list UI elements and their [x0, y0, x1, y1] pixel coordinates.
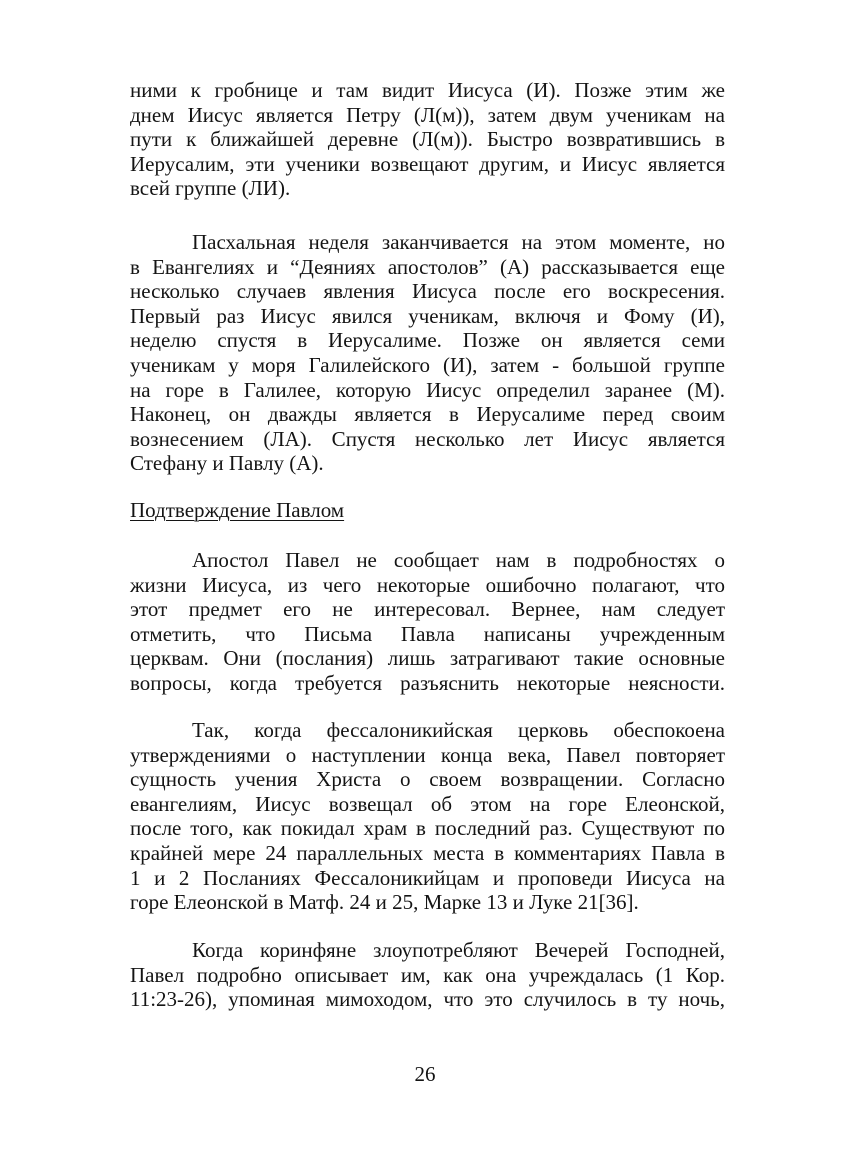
text-line: на горе в Галилее, которую Иисус определил заранее (М).	[130, 377, 725, 402]
text-line: этот предмет его не интересовал. Вернее, нам следует	[130, 597, 725, 622]
paragraph-5	[130, 938, 725, 1012]
text-line: всей группе (ЛИ).	[130, 176, 291, 201]
text-line: днем Иисус является Петру (Л(м)), затем двум ученикам на	[130, 102, 725, 127]
text-line: ними к гробнице и там видит Иисуса (И). Позже этим же	[130, 78, 725, 102]
text-line: вознесением (ЛА). Спустя несколько лет Иисус является	[130, 426, 725, 451]
text-line: жизни Иисуса, из чего некоторые ошибочно полагают, что	[130, 572, 725, 597]
text-line: Апостол Павел не сообщает нам в подробностях о	[192, 548, 725, 572]
text-line: церквам. Они (послания) лишь затрагивают такие основные	[130, 646, 725, 671]
text-line: Наконец, он дважды является в Иерусалиме перед своим	[130, 402, 725, 427]
text-line: в Евангелиях и “Деяниях апостолов” (А) рассказывается еще	[130, 254, 725, 279]
text-line: горе Елеонской в Матф. 24 и 25, Марке 13 и Луке 21[36].	[130, 890, 639, 915]
section-heading: Подтверждение Павлом	[130, 498, 345, 522]
paragraph-2	[130, 230, 725, 476]
text-line: 1 и 2 Посланиях Фессалоникийцам и проповеди Иисуса на	[130, 865, 725, 890]
text-line: 11:23-26), упоминая мимоходом, что это случилось в ту ночь,	[130, 987, 725, 1012]
text-line: вопросы, когда требуется разъяснить некоторые неясности.	[130, 670, 725, 695]
text-line: Первый раз Иисус явился ученикам, включя и Фому (И),	[130, 303, 725, 328]
text-line: Пасхальная неделя заканчивается на этом моменте, но	[192, 230, 725, 254]
paragraph-4	[130, 718, 725, 915]
paragraph-3	[130, 548, 725, 696]
text-line: неделю спустя в Иерусалиме. Позже он является семи	[130, 328, 725, 353]
text-line: крайней мере 24 параллельных места в комментариях Павла в	[130, 840, 725, 865]
text-line: Иерусалим, эти ученики возвещают другим, и Иисус является	[130, 151, 725, 176]
paragraph-1	[130, 78, 725, 201]
text-line: утверждениями о наступлении конца века, Павел повторяет	[130, 742, 725, 767]
text-line: сущность учения Христа о своем возвращении. Согласно	[130, 767, 725, 792]
text-line: Когда коринфяне злоупотребляют Вечерей Господней,	[192, 938, 725, 962]
page-number: 26	[414, 1062, 436, 1086]
text-line: Павел подробно описывает им, как она учреждалась (1 Кор.	[130, 962, 725, 987]
text-line: ученикам у моря Галилейского (И), затем - большой группе	[130, 352, 725, 377]
text-line: евангелиям, Иисус возвещал об этом на горе Елеонской,	[130, 791, 725, 816]
text-line: Так, когда фессалоникийская церковь обеспокоена	[192, 718, 725, 742]
text-line: несколько случаев явления Иисуса после его воскресения.	[130, 279, 725, 304]
text-line: пути к ближайшей деревне (Л(м)). Быстро возвратившись в	[130, 127, 725, 152]
text-line: Стефану и Павлу (А).	[130, 451, 324, 476]
text-line: отметить, что Письма Павла написаны учрежденным	[130, 621, 725, 646]
text-line: после того, как покидал храм в последний раз. Существуют по	[130, 816, 725, 841]
